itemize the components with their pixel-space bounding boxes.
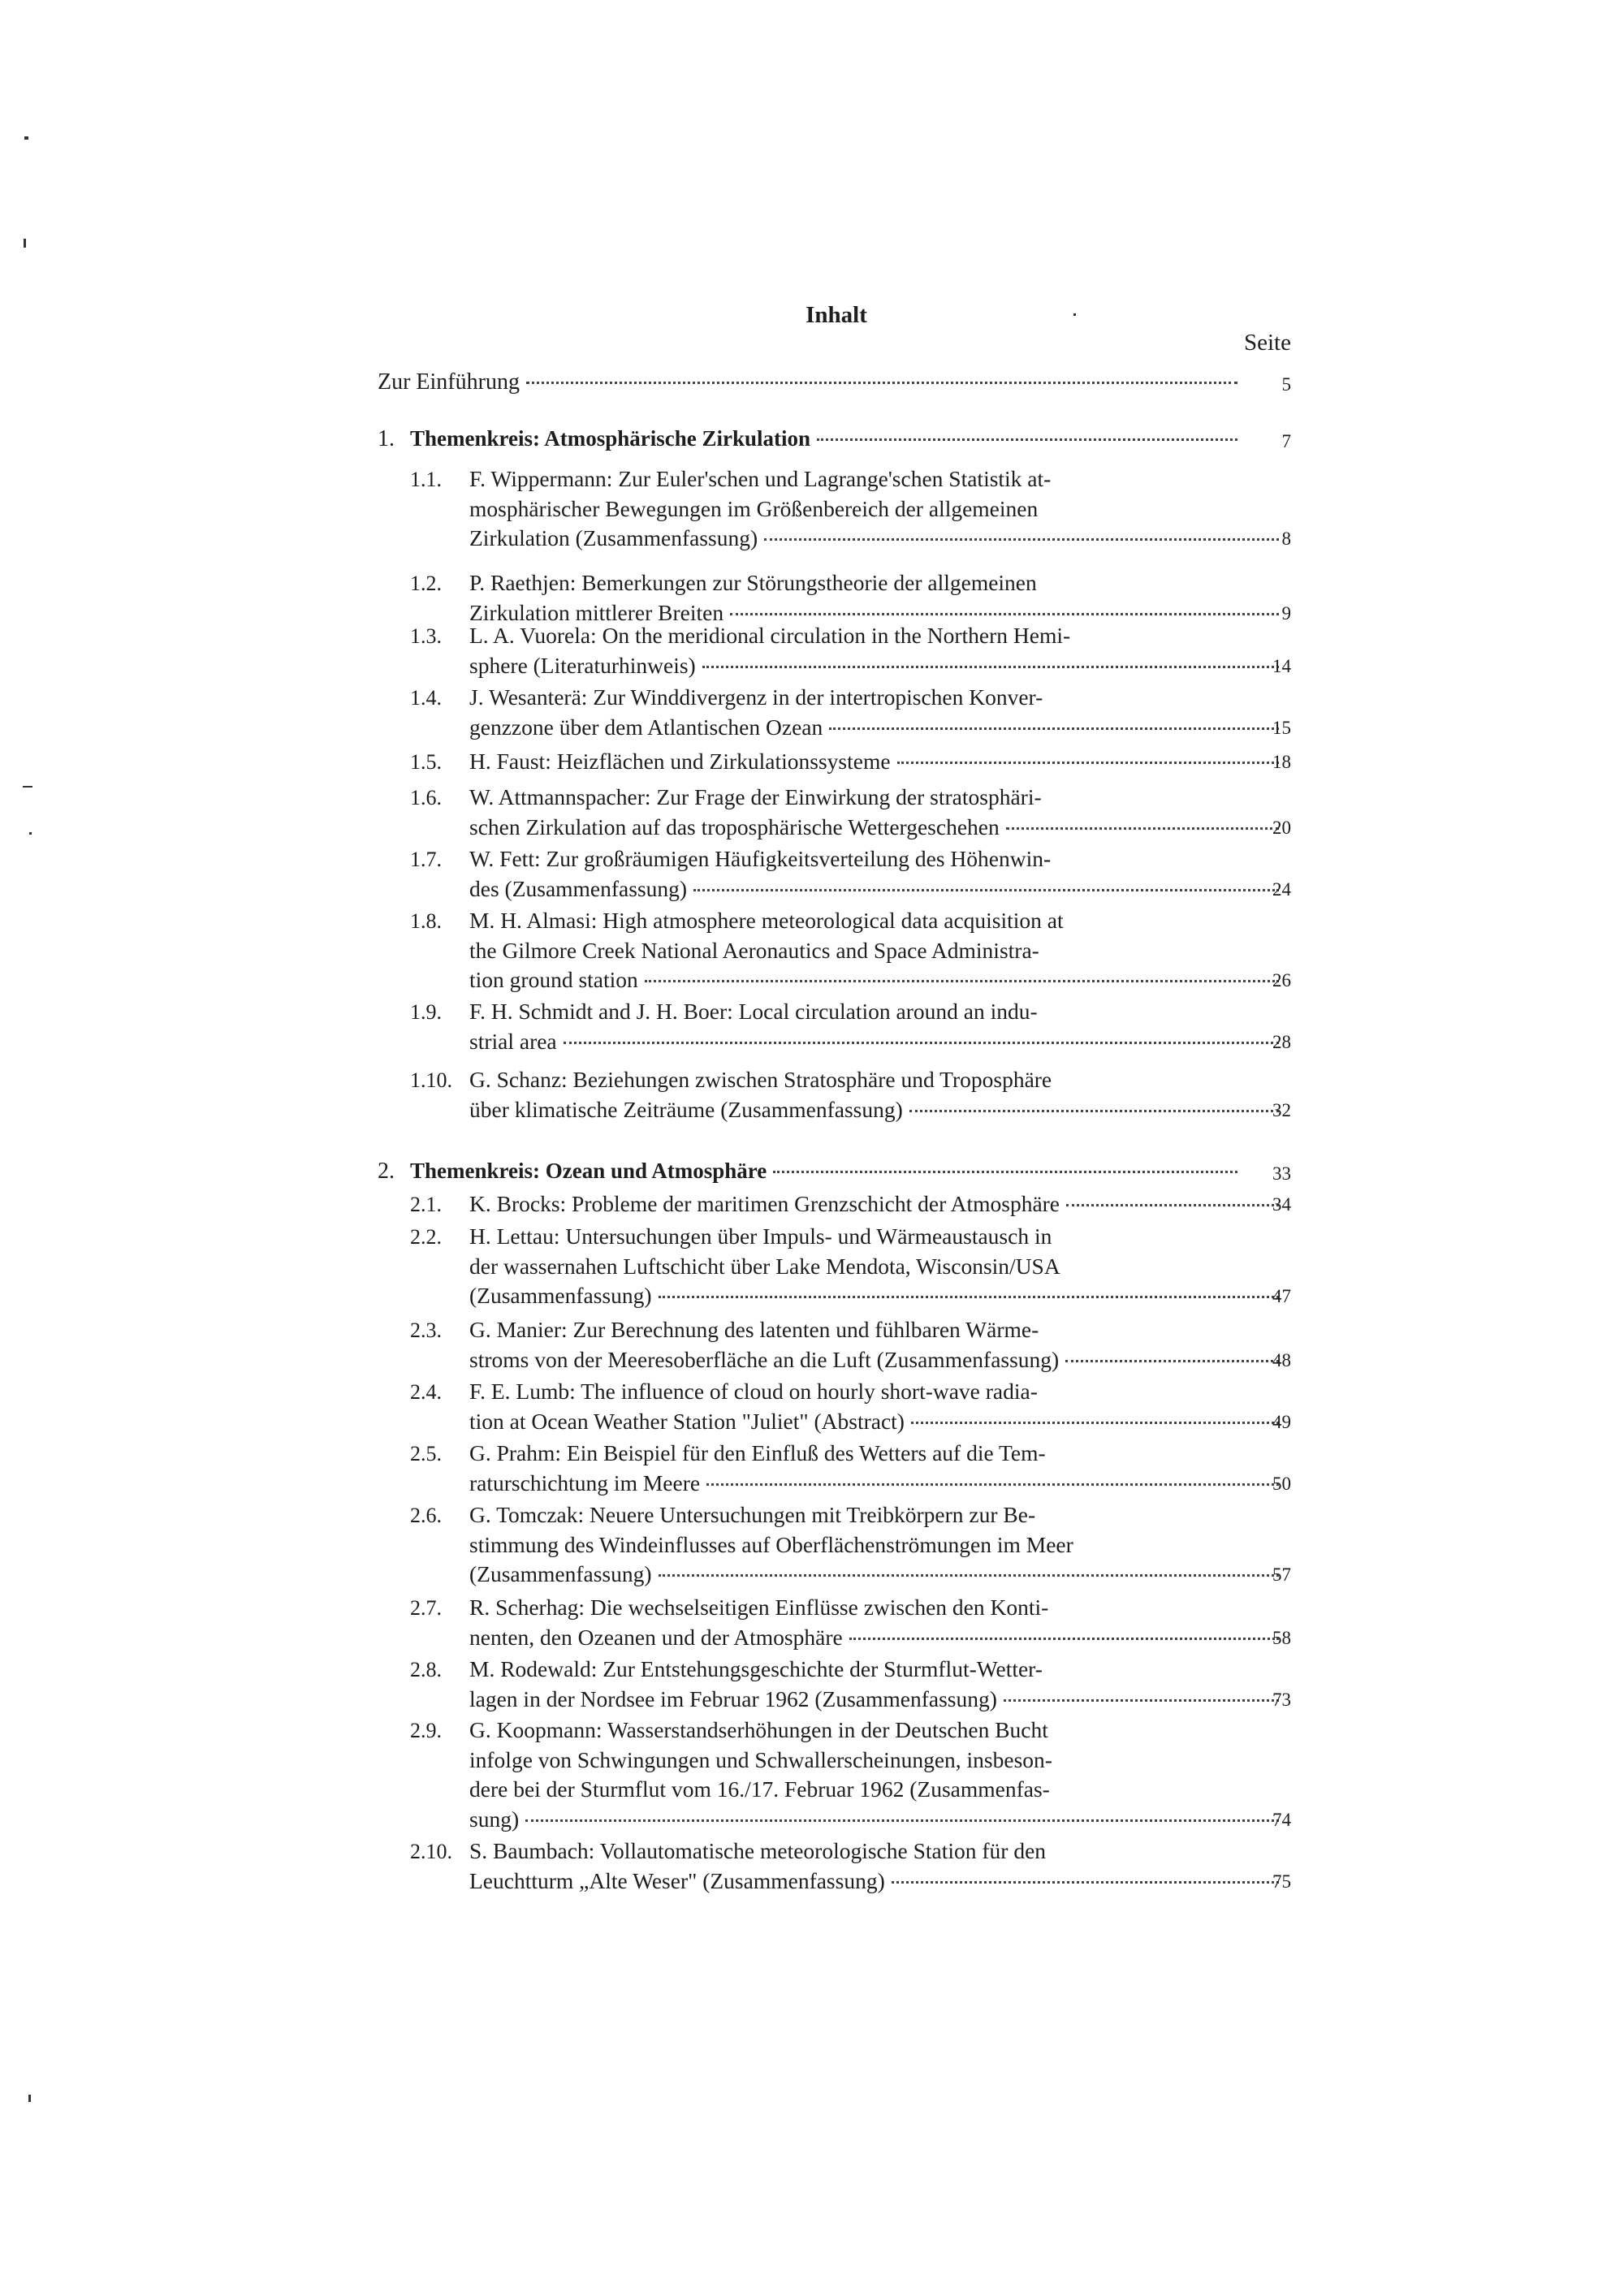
page-number: 28 bbox=[1272, 1031, 1291, 1052]
dot-leader bbox=[897, 762, 1279, 764]
dot-leader bbox=[849, 1638, 1279, 1640]
page-number: 15 bbox=[1272, 717, 1291, 738]
entry-title-line: Zirkulation (Zusammenfassung) bbox=[469, 525, 758, 551]
page-number: 73 bbox=[1272, 1689, 1291, 1710]
entry-number: 2.2. bbox=[410, 1225, 442, 1249]
entry-title-line: K. Brocks: Probleme der maritimen Grenzschicht der Atmosphäre bbox=[469, 1191, 1060, 1216]
entry-title-line: G. Tomczak: Neuere Untersuchungen mit Treibkörpern zur Be- bbox=[469, 1502, 1036, 1527]
entry-title-line: (Zusammenfassung) bbox=[469, 1561, 652, 1587]
entry-title-line: des (Zusammenfassung) bbox=[469, 875, 688, 901]
toc-section-heading[interactable] bbox=[378, 1159, 1291, 1185]
scan-mark bbox=[28, 2095, 31, 2102]
toc-entry[interactable] bbox=[410, 683, 1291, 742]
dot-leader bbox=[525, 1819, 1279, 1822]
entry-title-line: sung) bbox=[469, 1806, 520, 1832]
entry-title-line: W. Attmannspacher: Zur Frage der Einwirkung der stratosphäri- bbox=[469, 784, 1042, 809]
entry-number: 1.8. bbox=[410, 909, 442, 933]
dot-leader bbox=[1006, 827, 1279, 830]
toc-entry[interactable] bbox=[410, 1315, 1291, 1375]
entry-title-line: über klimatische Zeiträume (Zusammenfassung) bbox=[469, 1096, 903, 1122]
page-number: 57 bbox=[1272, 1564, 1291, 1586]
toc-entry[interactable] bbox=[410, 783, 1291, 842]
toc-section-heading[interactable] bbox=[378, 426, 1291, 452]
dot-leader bbox=[564, 1042, 1279, 1044]
entry-title-line: P. Raethjen: Bemerkungen zur Störungstheorie der allgemeinen bbox=[469, 570, 1037, 595]
toc-entry[interactable] bbox=[410, 1189, 1291, 1219]
toc-entry[interactable] bbox=[410, 1065, 1291, 1124]
entry-title-line: G. Koopmann: Wasserstandserhöhungen in der Deutschen Bucht bbox=[469, 1717, 1048, 1742]
entry-number: 1.1. bbox=[410, 468, 442, 491]
toc-entry[interactable] bbox=[410, 1222, 1291, 1311]
entry-title-line: F. E. Lumb: The influence of cloud on hourly short-wave radia- bbox=[469, 1379, 1038, 1404]
entry-number: 2.9. bbox=[410, 1719, 442, 1742]
entry-title-line: sphere (Literaturhinweis) bbox=[469, 652, 696, 678]
page-number: 24 bbox=[1272, 878, 1291, 900]
toc-entry[interactable] bbox=[410, 1655, 1291, 1714]
entry-title-line: lagen in der Nordsee im Februar 1962 (Zusammenfassung) bbox=[469, 1685, 997, 1711]
entry-number: 2.6. bbox=[410, 1504, 442, 1527]
toc-entry[interactable] bbox=[410, 464, 1291, 554]
page-number: 26 bbox=[1272, 970, 1291, 991]
page-number: 7 bbox=[1281, 431, 1291, 451]
dot-leader bbox=[773, 1171, 1237, 1173]
scan-mark bbox=[23, 786, 32, 788]
toc-entry[interactable] bbox=[410, 1836, 1291, 1896]
entry-number: 2.8. bbox=[410, 1658, 442, 1681]
entry-number: 2.5. bbox=[410, 1442, 442, 1465]
dot-leader bbox=[829, 727, 1279, 730]
entry-number: 2.1. bbox=[410, 1193, 442, 1216]
entry-title-line: G. Manier: Zur Berechnung des latenten und fühlbaren Wärme- bbox=[469, 1317, 1039, 1342]
entry-number: 2.7. bbox=[410, 1596, 442, 1620]
toc-entry[interactable] bbox=[410, 621, 1291, 680]
entry-title-line: M. Rodewald: Zur Entstehungsgeschichte der Sturmflut-Wetter- bbox=[469, 1656, 1043, 1681]
entry-number: 1.5. bbox=[410, 750, 442, 774]
entry-title-line: L. A. Vuorela: On the meridional circulation in the Northern Hemi- bbox=[469, 623, 1071, 648]
entry-title-line: der wassernahen Luftschicht über Lake Mendota, Wisconsin/USA bbox=[469, 1253, 1060, 1279]
toc-entry[interactable] bbox=[410, 1593, 1291, 1652]
entry-title-line: W. Fett: Zur großräumigen Häufigkeitsverteilung des Höhenwin- bbox=[469, 846, 1052, 871]
entry-number: 1.2. bbox=[410, 572, 442, 595]
section-number: 1. bbox=[378, 426, 395, 451]
toc-entry[interactable] bbox=[410, 1377, 1291, 1436]
toc-entry[interactable] bbox=[410, 1716, 1291, 1834]
page-number: 18 bbox=[1272, 752, 1291, 772]
page-number: 32 bbox=[1272, 1099, 1291, 1120]
toc-entry[interactable] bbox=[410, 906, 1291, 995]
dot-leader bbox=[1004, 1699, 1279, 1702]
dot-leader bbox=[911, 1422, 1279, 1424]
entry-title-line: S. Baumbach: Vollautomatische meteorologische Station für den bbox=[469, 1838, 1047, 1863]
toc-entry[interactable] bbox=[410, 747, 1291, 777]
entry-title-line: F. H. Schmidt and J. H. Boer: Local circulation around an indu- bbox=[469, 999, 1038, 1024]
entry-number: 1.6. bbox=[410, 786, 442, 809]
entry-number: 1.7. bbox=[410, 848, 442, 871]
entry-number: 1.3. bbox=[410, 624, 442, 648]
entry-title-line: H. Lettau: Untersuchungen über Impuls- und Wärmeaustausch in bbox=[469, 1224, 1052, 1249]
entry-title-line: F. Wippermann: Zur Euler'schen und Lagrange'schen Statistik at- bbox=[469, 466, 1052, 491]
entry-number: 1.10. bbox=[410, 1068, 452, 1092]
page-number: 58 bbox=[1272, 1627, 1291, 1648]
section-title: Themenkreis: Atmosphärische Zirkulation bbox=[410, 426, 811, 451]
page-number: 5 bbox=[1281, 374, 1291, 395]
entry-title-line: the Gilmore Creek National Aeronautics and Space Administra- bbox=[469, 937, 1039, 963]
dot-leader bbox=[693, 889, 1279, 891]
page-number: 20 bbox=[1272, 817, 1291, 838]
dot-leader bbox=[817, 438, 1237, 441]
page-number: 34 bbox=[1272, 1194, 1291, 1215]
entry-title-line: tion at Ocean Weather Station "Juliet" (Abstract) bbox=[469, 1408, 905, 1434]
section-title: Themenkreis: Ozean und Atmosphäre bbox=[410, 1159, 767, 1183]
entry-number: 2.4. bbox=[410, 1380, 442, 1404]
scan-mark bbox=[24, 239, 26, 248]
entry-title-line: R. Scherhag: Die wechselseitigen Einflüsse zwischen den Konti- bbox=[469, 1595, 1049, 1620]
entry-title-line: G. Schanz: Beziehungen zwischen Stratosphäre und Troposphäre bbox=[469, 1067, 1052, 1092]
dot-leader bbox=[659, 1574, 1279, 1577]
intro-title: Zur Einführung bbox=[378, 369, 520, 395]
toc-entry[interactable] bbox=[410, 568, 1291, 628]
entry-title-line: strial area bbox=[469, 1028, 557, 1054]
entry-number: 1.9. bbox=[410, 1000, 442, 1024]
entry-title-line: nenten, den Ozeanen und der Atmosphäre bbox=[469, 1624, 843, 1650]
toc-intro-entry[interactable] bbox=[378, 369, 1291, 395]
entry-title-line: raturschichtung im Meere bbox=[469, 1470, 701, 1495]
page-number: 8 bbox=[1281, 529, 1291, 550]
entry-title-line: J. Wesanterä: Zur Winddivergenz in der intertropischen Konver- bbox=[469, 684, 1043, 710]
page-number: 48 bbox=[1272, 1349, 1291, 1370]
entry-title-line: stimmung des Windeinflusses auf Oberflächenströmungen im Meer bbox=[469, 1531, 1073, 1557]
entry-title-line: Leuchtturm „Alte Weser" (Zusammenfassung) bbox=[469, 1867, 885, 1893]
entry-title-line: H. Faust: Heizflächen und Zirkulationssysteme bbox=[469, 749, 891, 774]
entry-number: 2.3. bbox=[410, 1318, 442, 1342]
toc-entry[interactable] bbox=[410, 1500, 1291, 1590]
page-number: 75 bbox=[1272, 1871, 1291, 1892]
entry-title-line: M. H. Almasi: High atmosphere meteorological data acquisition at bbox=[469, 908, 1064, 933]
page-number: 33 bbox=[1272, 1163, 1291, 1184]
dot-leader bbox=[702, 666, 1279, 668]
page-number: 50 bbox=[1272, 1473, 1291, 1494]
entry-title-line: G. Prahm: Ein Beispiel für den Einfluß des Wetters auf die Tem- bbox=[469, 1440, 1046, 1465]
entry-title-line: stroms von der Meeresoberfläche an die Luft (Zusammenfassung) bbox=[469, 1346, 1060, 1372]
scan-mark bbox=[29, 832, 32, 835]
page-number: 49 bbox=[1272, 1411, 1291, 1432]
entry-number: 2.10. bbox=[410, 1840, 452, 1863]
entry-title-line: tion ground station bbox=[469, 967, 638, 993]
page-number: 9 bbox=[1281, 602, 1291, 624]
dot-leader bbox=[764, 538, 1279, 541]
toc-entry[interactable] bbox=[410, 1439, 1291, 1498]
page-number: 14 bbox=[1272, 655, 1291, 676]
dot-leader bbox=[730, 613, 1279, 615]
entry-title-line: schen Zirkulation auf das troposphärische Wettergeschehen bbox=[469, 814, 1000, 839]
dot-leader bbox=[909, 1110, 1279, 1112]
entry-title-line: dere bei der Sturmflut vom 16./17. Februar 1962 (Zusammenfas- bbox=[469, 1776, 1050, 1802]
entry-title-line: infolge von Schwingungen und Schwallerscheinungen, insbeson- bbox=[469, 1746, 1052, 1772]
scan-mark bbox=[24, 136, 28, 140]
entry-title-line: (Zusammenfassung) bbox=[469, 1283, 652, 1309]
dot-leader bbox=[526, 382, 1237, 384]
entry-title-line: genzzone über dem Atlantischen Ozean bbox=[469, 714, 823, 740]
dot-leader bbox=[659, 1296, 1279, 1298]
page-number: 74 bbox=[1272, 1809, 1291, 1830]
section-number: 2. bbox=[378, 1159, 395, 1184]
entry-number: 1.4. bbox=[410, 686, 442, 710]
toc-entry[interactable] bbox=[410, 844, 1291, 904]
dot-leader bbox=[645, 980, 1279, 982]
toc-title: Inhalt bbox=[806, 302, 867, 328]
dot-leader bbox=[892, 1881, 1279, 1884]
entry-title-line: Zirkulation mittlerer Breiten bbox=[469, 599, 724, 625]
toc-entry[interactable] bbox=[410, 997, 1291, 1056]
dot-leader bbox=[706, 1483, 1279, 1486]
page-column-label: Seite bbox=[1244, 330, 1291, 356]
page-number: 47 bbox=[1272, 1286, 1291, 1307]
entry-title-line: mosphärischer Bewegungen im Größenbereich der allgemeinen bbox=[469, 495, 1039, 521]
